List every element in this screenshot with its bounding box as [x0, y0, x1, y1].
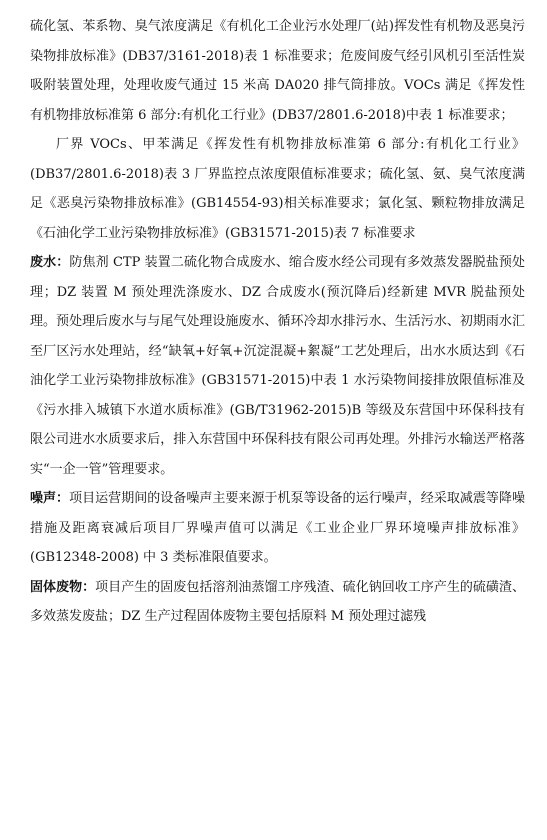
- section-heading-wastewater: 废水：: [30, 255, 70, 270]
- paragraph-text: 硫化氢、苯系物、臭气浓度满足《有机化工企业污水处理厂(站)挥发性有机物及恶臭污染物排放标准》(DB37/3161-2018)表 1 标准要求；危废间废气经引风机引至活性炭吸附装置处理，处理收废气通过 15 米高 DA020 排气筒排放。VOCs 满足《挥发性有机物排放标准第 6 部分:有机化工行业》(DB37/2801.6-2018)中表 1 标准要求；: [30, 19, 525, 123]
- paragraph-text: 厂界 VOCs、甲苯满足《挥发性有机物排放标准第 6 部分:有机化工行业》(DB37/2801.6-2018)表 3 厂界监控点浓度限值标准要求；硫化氢、氨、臭气浓度满足《恶臭污染物排放标准》(GB14554-93)相关标准要求；氯化氢、颗粒物排放满足《石油化学工业污染物排放标准》(GB31571-2015)表 7 标准要求: [30, 137, 525, 241]
- paragraph-boundary-emissions: [30, 130, 525, 248]
- section-heading-solid-waste: 固体废物：: [30, 579, 96, 595]
- paragraph-exhaust-gas-standards: [30, 12, 525, 130]
- paragraph-wastewater: [30, 248, 525, 484]
- paragraph-text: 项目运营期间的设备噪声主要来源于机泵等设备的运行噪声，经采取减震等降噪措施及距离衰减后项目厂界噪声值可以满足《工业企业厂界环境噪声排放标准》(GB12348-2008) 中 3 类标准限值要求。: [30, 491, 525, 565]
- paragraph-text: 项目产生的固废包括溶剂油蒸馏工序残渣、硫化钠回收工序产生的硫磺渣、多效蒸发废盐；DZ 生产过程固体废物主要包括原料 M 预处理过滤残: [30, 579, 525, 624]
- section-heading-noise: 噪声：: [30, 491, 70, 506]
- paragraph-solid-waste: [30, 573, 525, 632]
- paragraph-text: 防焦剂 CTP 装置二硫化物合成废水、缩合废水经公司现有多效蒸发器脱盐预处理；DZ 装置 M 预处理洗涤废水、DZ 合成废水(预沉降后)经新建 MVR 脱盐预处理。预处理后废水与与尾气处理设施废水、循环冷却水排污水、生活污水、初期雨水汇至厂区污水处理站，经“缺氧+好氧+沉淀混凝+絮凝”工艺处理后，出水水质达到《石油化学工业污染物排放标准》(GB31571-2015)中表 1 水污染物间接排放限值标准及《污水排入城镇下水道水质标准》(GB/T31962-2015)B 等级及东营国中环保科技有限公司进水水质要求后，排入东营国中环保科技有限公司再处理。外排污水输送严格落实“一企一管”管理要求。: [30, 255, 525, 477]
- paragraph-noise: [30, 484, 525, 573]
